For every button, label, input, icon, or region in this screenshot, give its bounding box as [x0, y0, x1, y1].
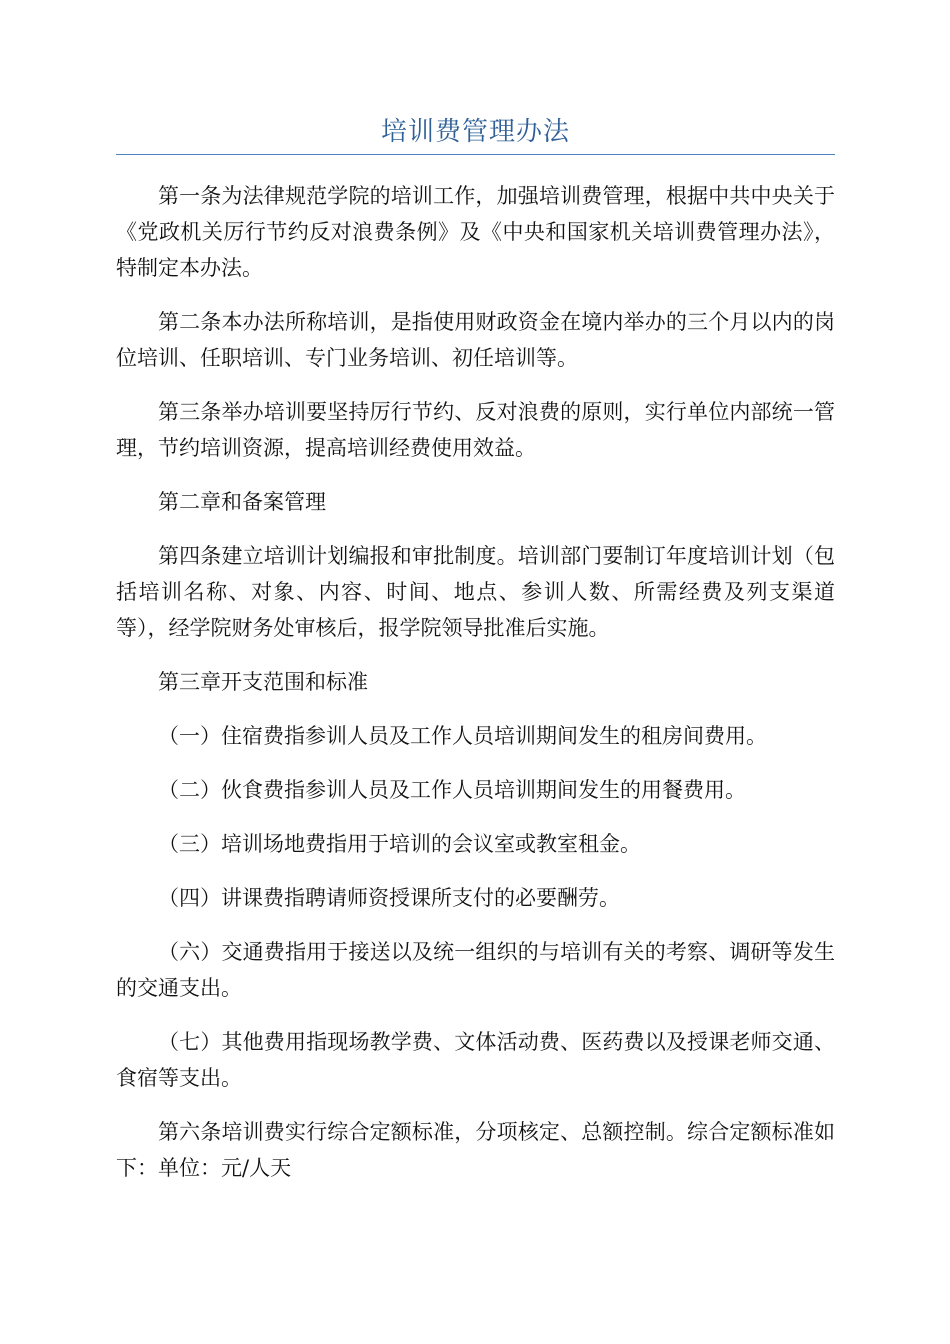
paragraph-article-4: 第四条建立培训计划编报和审批制度。培训部门要制订年度培训计划（包括培训名称、对象、内容、时间、地点、参训人数、所需经费及列支渠道等），经学院财务处审核后，报学院领导批准后实施。 [116, 544, 835, 640]
document-title: 培训费管理办法 [380, 117, 570, 147]
list-item-transport: （六）交通费指用于接送以及统一组织的与培训有关的考察、调研等发生的交通支出。 [116, 940, 835, 1000]
chapter-heading-2: 第二章和备案管理 [158, 490, 326, 514]
list-item-other: （七）其他费用指现场教学费、文体活动费、医药费以及授课老师交通、食宿等支出。 [116, 1030, 835, 1090]
title-underline [116, 154, 835, 155]
document-body [116, 178, 835, 1204]
chapter-heading-3: 第三章开支范围和标准 [158, 670, 368, 694]
paragraph-article-2: 第二条本办法所称培训，是指使用财政资金在境内举办的三个月以内的岗位培训、任职培训、专门业务培训、初任培训等。 [116, 310, 835, 370]
paragraph-article-1: 第一条为法律规范学院的培训工作，加强培训费管理，根据中共中央关于《党政机关厉行节约反对浪费条例》及《中央和国家机关培训费管理办法》，特制定本办法。 [116, 184, 835, 280]
list-item-meals: （二）伙食费指参训人员及工作人员培训期间发生的用餐费用。 [158, 778, 746, 802]
list-item-lecture: （四）讲课费指聘请师资授课所支付的必要酬劳。 [158, 886, 620, 910]
paragraph-article-3: 第三条举办培训要坚持厉行节约、反对浪费的原则，实行单位内部统一管理，节约培训资源，提高培训经费使用效益。 [116, 400, 835, 460]
list-item-venue: （三）培训场地费指用于培训的会议室或教室租金。 [158, 832, 641, 856]
paragraph-article-6: 第六条培训费实行综合定额标准，分项核定、总额控制。综合定额标准如下：单位：元/人天 [116, 1120, 835, 1180]
list-item-lodging: （一）住宿费指参训人员及工作人员培训期间发生的租房间费用。 [158, 724, 767, 748]
